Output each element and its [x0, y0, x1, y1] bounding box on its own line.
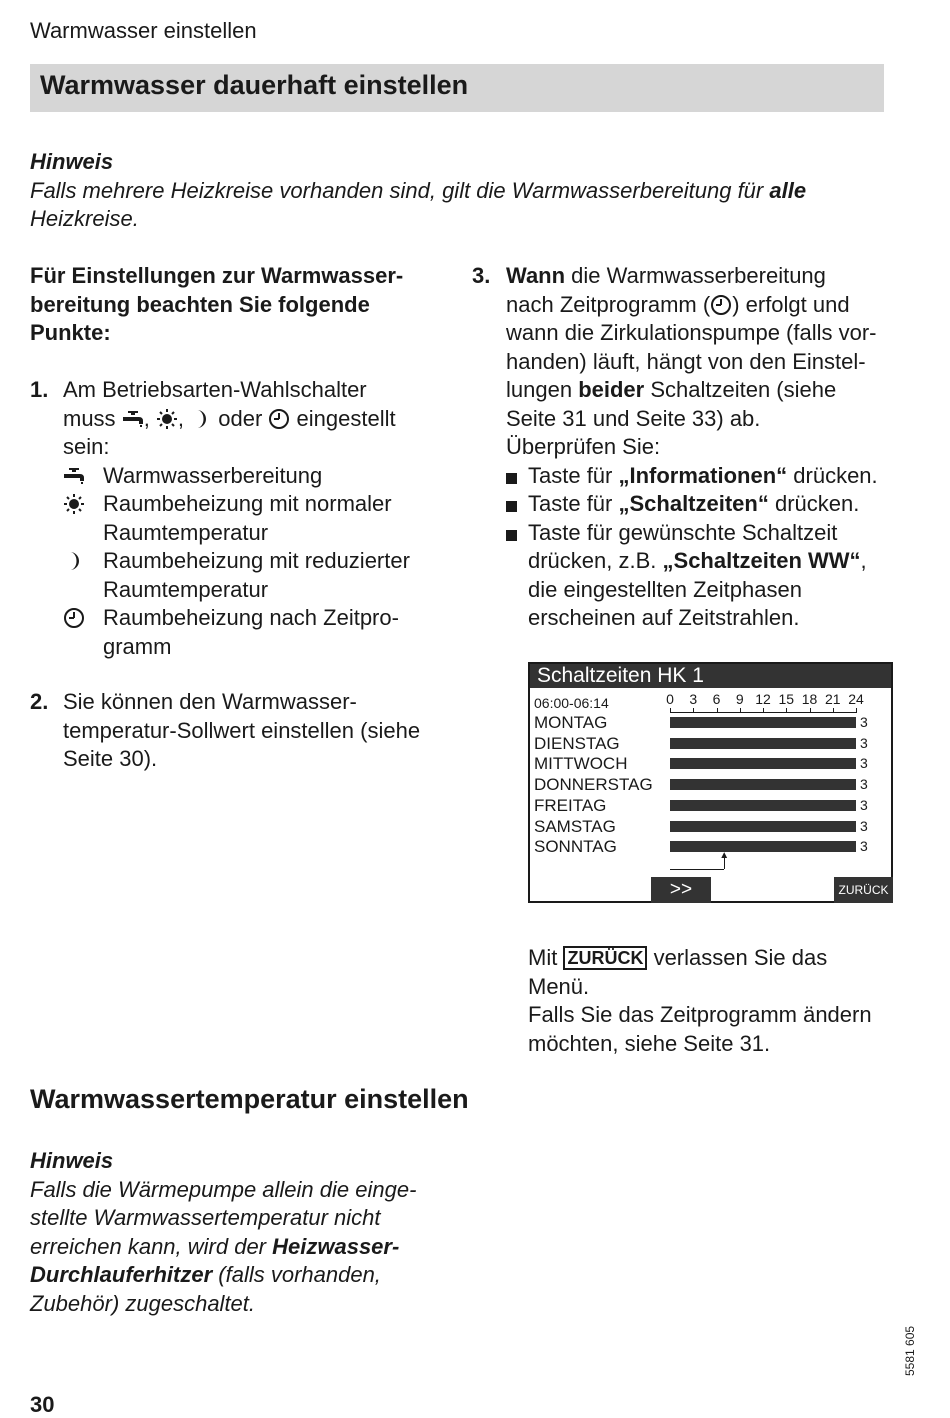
clock-icon	[63, 607, 85, 629]
moon-icon	[63, 550, 85, 572]
note-text: Falls mehrere Heizkreise vorhanden sind, gilt die Warmwasserbereitung für alle	[30, 177, 807, 203]
screen-title: Schaltzeiten HK 1	[530, 664, 891, 688]
running-head: Warmwasser einstellen	[30, 18, 257, 43]
bar-value: 3	[860, 817, 868, 834]
note-label: Hinweis	[30, 1148, 114, 1173]
legend-sun: Raumbeheizung mit normaler Raumtemperatur	[63, 490, 450, 547]
back-button[interactable]: ZURÜCK	[834, 877, 893, 903]
bar-value: 3	[860, 796, 868, 813]
zurueck-key: ZURÜCK	[563, 946, 647, 970]
intro-instructions: Für Einstellungen zur Warmwasser- bereitung beachten Sie folgende Punkte:	[30, 263, 404, 345]
tap-icon	[63, 465, 85, 487]
note-label: Hinweis	[30, 149, 114, 174]
document-number: 5581 605	[903, 1325, 917, 1376]
tick-label: 9	[735, 691, 744, 707]
tick-label: 18	[801, 691, 818, 707]
section-title-permanent: Warmwasser dauerhaft einstellen	[30, 64, 884, 112]
time-bar	[670, 758, 856, 769]
time-bar	[670, 821, 856, 832]
cursor-baseline	[670, 869, 724, 870]
day-label: SONNTAG	[534, 837, 617, 857]
day-label: DONNERSTAG	[534, 775, 653, 795]
note-hint-2: Hinweis Falls die Wärmepumpe allein die einge- stellte Warmwassertemperatur nicht erreichen kann, wird der Heizwasser- Durchlauferhitzer (falls vorhanden, Zubehör) zugeschaltet.	[30, 1147, 470, 1318]
tick-mark	[717, 708, 718, 713]
display-schaltzeiten	[528, 662, 893, 903]
section-title-temperature: Warmwassertemperatur einstellen	[30, 1084, 469, 1114]
tick-label: 15	[778, 691, 795, 707]
sun-icon	[156, 408, 178, 430]
time-range: 06:00-06:14	[534, 695, 609, 711]
cursor-arrow: ▲	[719, 850, 730, 861]
day-label: MONTAG	[534, 713, 608, 732]
clock-icon	[268, 408, 290, 430]
tick-mark	[833, 708, 834, 713]
note-text-2: Heizkreise.	[30, 206, 139, 231]
day-label: SAMSTAG	[534, 816, 616, 836]
legend-clock: Raumbeheizung nach Zeitpro- gramm	[63, 604, 450, 661]
time-bar	[670, 800, 856, 811]
day-label: DIENSTAG	[534, 733, 620, 753]
step-1: 1. Am Betriebsarten-Wahlschalter muss , , oder eingestellt sein: Warmwasserbereitung Raumbeheizung mit normaler Raumtemperatur Raumbeheizung mit reduzierter Raumtemperatur Raumbeheizung nach Zeitpro- gramm	[30, 376, 450, 661]
bullet-schaltzeit-ww: Taste für gewünschte Schaltzeit drücken, z.B. „Schaltzeiten WW“, die eingestellten Zeitphasen erscheinen auf Zeitstrahlen.	[506, 519, 902, 633]
page-number: 30	[30, 1392, 55, 1417]
tick-label: 12	[755, 691, 771, 707]
tick-mark	[740, 708, 741, 713]
step-3: 3. Wann die Warmwasserbereitung nach Zeitprogramm ( ) erfolgt und wann die Zirkulationspumpe (falls vor- handen) läuft, hängt von den Einstel- lungen beider Schaltzeiten (siehe Seite 31 und Seite 33) ab. Überprüfen Sie: Taste für „Informationen“ drücken. Taste für „Schaltzeiten“ drücken. Taste für gewünschte Schaltzeit drücken, z.B. „Schaltzeiten WW“, die eingestellten Zeitphasen erscheinen auf Zeitstrahlen.	[472, 262, 902, 633]
exit-info: Mit ZURÜCK verlassen Sie das Menü. Falls Sie das Zeitprogramm ändern möchten, siehe Seite 31.	[528, 945, 872, 1056]
time-bar	[670, 738, 856, 749]
moon-icon	[190, 408, 212, 430]
tick-mark	[856, 708, 857, 713]
bar-value: 3	[860, 734, 868, 751]
legend-moon: Raumbeheizung mit reduzierter Raumtemperatur	[63, 547, 450, 604]
bar-value: 3	[860, 755, 868, 772]
bar-value: 3	[860, 838, 868, 855]
tick-mark	[670, 708, 671, 713]
tick-mark	[693, 708, 694, 713]
day-label: FREITAG	[534, 795, 607, 815]
bullet-informationen: Taste für „Informationen“ drücken.	[506, 462, 902, 491]
sun-icon	[63, 493, 85, 515]
time-bar	[670, 717, 856, 728]
tick-mark	[810, 708, 811, 713]
legend-tap: Warmwasserbereitung	[63, 462, 450, 491]
bar-value: 3	[860, 776, 868, 793]
bullet-schaltzeiten: Taste für „Schaltzeiten“ drücken.	[506, 490, 902, 519]
clock-icon	[710, 294, 732, 316]
bar-value: 3	[860, 714, 868, 730]
time-bar	[670, 841, 856, 852]
note-hint	[30, 148, 890, 234]
forward-button[interactable]: >>	[651, 877, 711, 903]
time-bar	[670, 779, 856, 790]
tick-mark	[786, 708, 787, 713]
tick-mark	[763, 708, 764, 713]
tick-label: 24	[848, 691, 864, 707]
step-2: 2. Sie können den Warmwasser- temperatur-Sollwert einstellen (siehe Seite 30).	[30, 689, 421, 771]
tick-label: 3	[689, 691, 698, 707]
tick-label: 21	[824, 691, 841, 707]
tap-icon	[122, 408, 144, 430]
day-label: MITTWOCH	[534, 754, 628, 774]
tick-label: 0	[666, 691, 674, 707]
tick-label: 6	[712, 691, 721, 707]
